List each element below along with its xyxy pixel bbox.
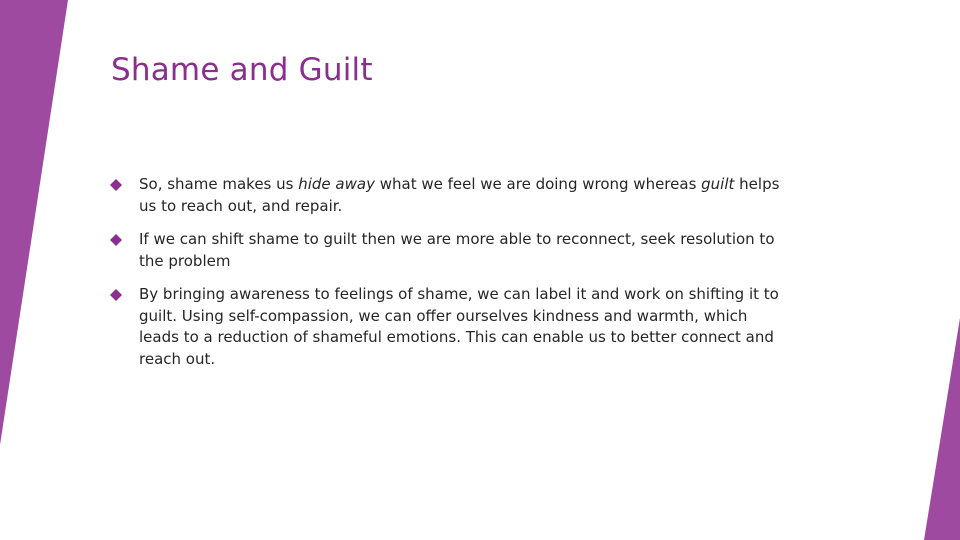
slide-title: Shame and Guilt [111, 52, 373, 88]
diamond-bullet-icon [110, 179, 122, 191]
right-accent-band [924, 318, 960, 540]
bullet-text: If we can shift shame to guilt then we are more able to reconnect, seek resolution to the problem [139, 230, 775, 270]
left-accent-band [0, 0, 68, 445]
diamond-bullet-icon [110, 289, 122, 301]
bullet-emphasis: hide away [298, 175, 375, 193]
bullet-text: helps us to reach out, and repair. [139, 175, 780, 215]
bullet-text: So, shame makes us [139, 175, 299, 193]
diamond-bullet-icon [110, 234, 122, 246]
bullet-item [108, 229, 788, 272]
bullet-text: By bringing awareness to feelings of shame, we can label it and work on shifting it to guilt. Using self-compassion, we can offer ourselves kindness and warmth, which leads to a reduction of shameful emotions. This can enable us to better connect and reach out. [139, 285, 779, 368]
bullet-text: what we feel we are doing wrong whereas [374, 175, 702, 193]
bullet-item [108, 284, 788, 370]
bullet-list [108, 174, 788, 382]
bullet-item [108, 174, 788, 217]
bullet-emphasis: guilt [701, 175, 735, 193]
